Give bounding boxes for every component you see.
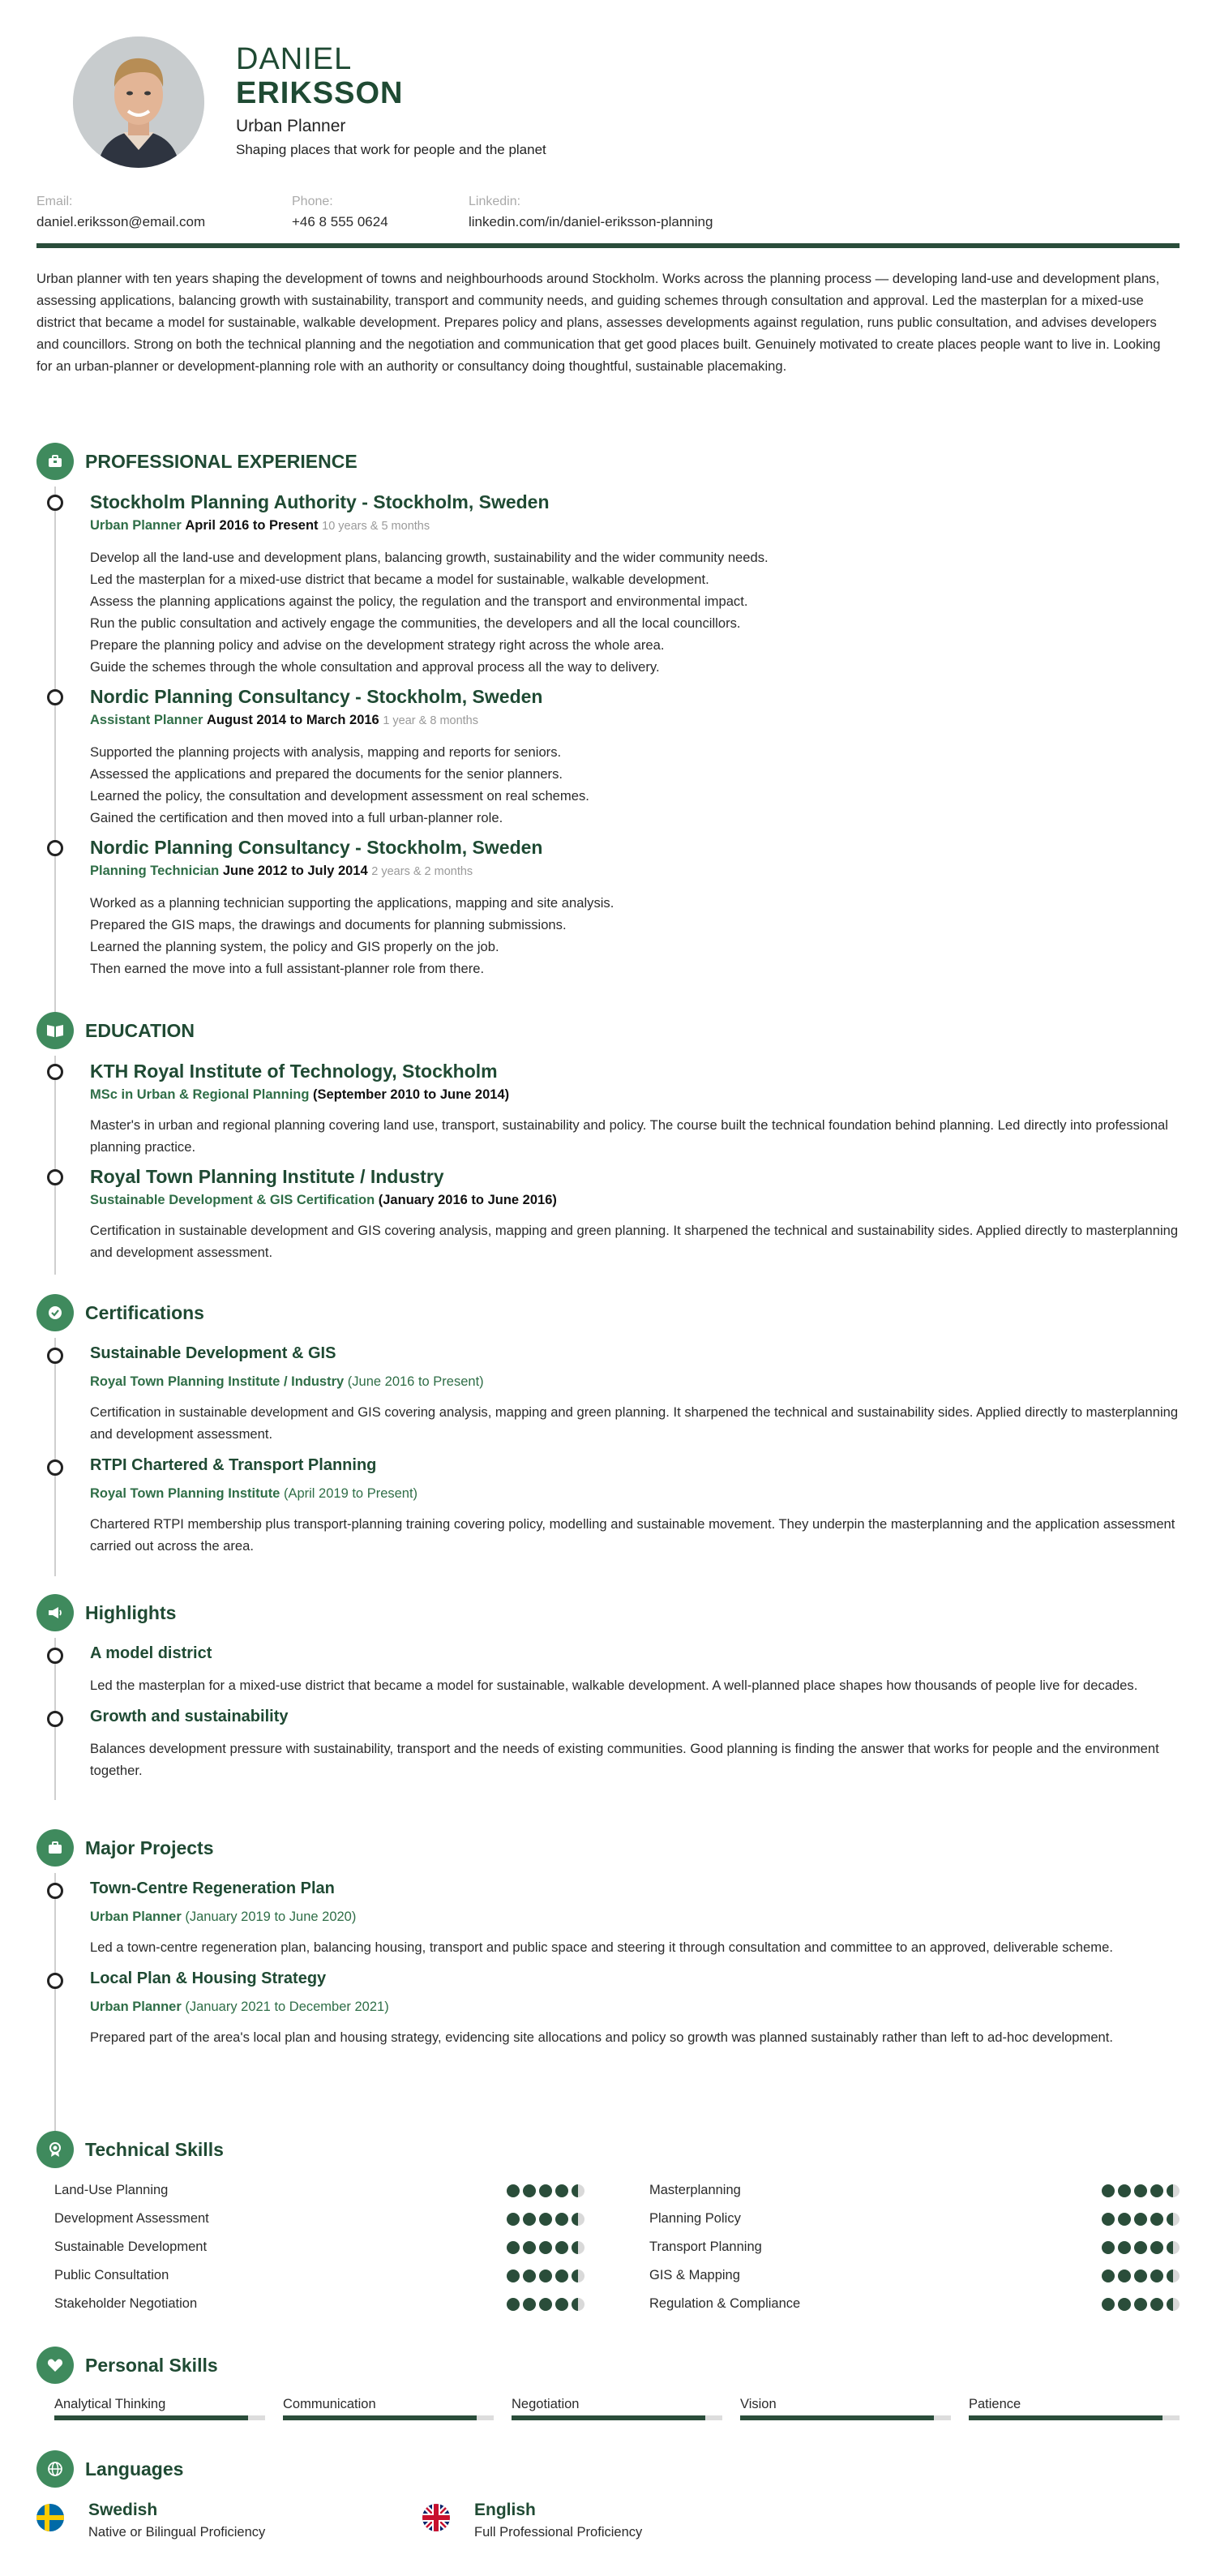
issuer: Royal Town Planning Institute (90, 1486, 280, 1501)
skill-row (649, 2261, 1180, 2290)
rating-dot (555, 2241, 568, 2254)
skill-name: Land-Use Planning (54, 2183, 169, 2197)
rating-dot (507, 2298, 520, 2311)
skill-rating (1102, 2270, 1180, 2282)
section-title: Personal Skills (85, 2354, 218, 2376)
timeline-dot (47, 1973, 63, 1989)
highlights-section (36, 1594, 1180, 1800)
bullet: Prepared the GIS maps, the drawings and documents for planning submissions. (90, 917, 567, 932)
section-title: Highlights (85, 1601, 177, 1623)
rating-dot (523, 2270, 536, 2282)
duration: 1 year & 8 months (383, 714, 478, 727)
highlight-item (56, 1696, 1180, 1781)
timeline-dot (47, 1883, 63, 1899)
dates: April 2016 to Present (185, 518, 319, 533)
bullet: Learned the planning system, the policy and GIS properly on the job. (90, 939, 499, 954)
issuer: Royal Town Planning Institute / Industry (90, 1374, 345, 1389)
avatar (73, 36, 204, 168)
description: Master's in urban and regional planning covering land use, transport, sustainability and policy. The course built the technical foundation behind planning. Led directly into professional planning practice. (90, 1117, 1168, 1155)
rating-dot (523, 2241, 536, 2254)
description: Prepared part of the area's local plan and housing strategy, evidencing site allocations and policy so growth was planned sustainably rather than left to ad-hoc development. (90, 2030, 1113, 2045)
bullet: Supported the planning projects with analysis, mapping and reports for seniors. (90, 744, 562, 760)
rating-dot (1118, 2213, 1131, 2226)
skill-bar-fill (969, 2415, 1162, 2420)
skill-rating (507, 2298, 584, 2311)
experience-item (56, 829, 1180, 979)
section-title: PROFESSIONAL EXPERIENCE (85, 450, 358, 472)
skill-row (54, 2290, 584, 2318)
highlight-name: A model district (90, 1644, 212, 1662)
certification-name: Sustainable Development & GIS (90, 1344, 336, 1362)
skill-row (649, 2176, 1180, 2205)
technical-skills-grid (54, 2176, 1180, 2318)
skill-bar (969, 2415, 1180, 2420)
skill-name: GIS & Mapping (649, 2268, 740, 2282)
personal-skill (969, 2397, 1180, 2420)
bullet: Learned the policy, the consultation and development assessment on real schemes. (90, 788, 589, 804)
experience-item (56, 486, 1180, 678)
timeline-dot (47, 840, 63, 856)
contact-list (36, 195, 713, 230)
skill-bar (54, 2415, 265, 2420)
rating-dot (539, 2270, 552, 2282)
description: Certification in sustainable development and GIS covering analysis, mapping and green planning. It sharpened the technical and sustainability sides. Applied directly to masterplanning and development assessment. (90, 1404, 1179, 1442)
rating-dot (1102, 2270, 1115, 2282)
first-name: DANIEL (236, 42, 353, 76)
skill-rating (507, 2184, 584, 2197)
section-title: Major Projects (85, 1837, 214, 1858)
skill-bar (283, 2415, 494, 2420)
bullet: Develop all the land-use and development plans, balancing growth, sustainability and the wider community needs. (90, 550, 769, 565)
skill-row (54, 2205, 584, 2233)
rating-dot (555, 2270, 568, 2282)
rating-dot (523, 2213, 536, 2226)
section-title: EDUCATION (85, 1019, 195, 1041)
personal-skill-name: Patience (969, 2397, 1021, 2411)
projects-section (36, 1829, 1180, 2141)
contact-email (36, 195, 292, 230)
bullet: Assessed the applications and prepared the documents for the senior planners. (90, 766, 563, 782)
personal-skill-name: Analytical Thinking (54, 2397, 166, 2411)
language-name: English (474, 2501, 536, 2519)
rating-dot (507, 2184, 520, 2197)
project-name: Local Plan & Housing Strategy (90, 1970, 327, 1987)
header-divider (36, 243, 1180, 248)
skill-rating (1102, 2298, 1180, 2311)
rating-dot (1102, 2213, 1115, 2226)
skill-rating (1102, 2184, 1180, 2197)
dates: (April 2019 to Present) (283, 1486, 418, 1501)
globe-icon (36, 2450, 74, 2488)
rating-dot (1118, 2270, 1131, 2282)
dates: August 2014 to March 2016 (206, 713, 379, 727)
rating-dot (1134, 2270, 1147, 2282)
skill-row (649, 2233, 1180, 2261)
rating-dot (1134, 2184, 1147, 2197)
dates: (September 2010 to June 2014) (313, 1087, 510, 1102)
rating-dot (1167, 2241, 1180, 2254)
email-link[interactable]: daniel.eriksson@email.com (36, 214, 206, 229)
rating-dot (523, 2184, 536, 2197)
tagline: Shaping places that work for people and the planet (236, 142, 546, 157)
rating-dot (539, 2213, 552, 2226)
languages-section (36, 2450, 1180, 2540)
education-item (56, 1056, 1180, 1158)
section-title: Languages (85, 2458, 184, 2480)
skill-rating (507, 2270, 584, 2282)
project-item (56, 1958, 1180, 2048)
resume-header (36, 0, 1180, 178)
bullet: Guide the schemes through the whole consultation and approval process all the way to delivery. (90, 659, 660, 675)
duration: 2 years & 2 months (371, 865, 473, 878)
personal-skill-name: Negotiation (512, 2397, 580, 2411)
contact-label: Email: (36, 195, 73, 208)
bullet: Worked as a planning technician supporting the applications, mapping and site analysis. (90, 895, 614, 911)
rating-dot (555, 2184, 568, 2197)
languages-list (36, 2501, 1180, 2540)
timeline-dot (47, 1064, 63, 1080)
timeline-dot (47, 1711, 63, 1727)
personal-skill-name: Communication (283, 2397, 376, 2411)
duration: 10 years & 5 months (322, 520, 430, 533)
rating-dot (523, 2298, 536, 2311)
section-title: Certifications (85, 1301, 204, 1323)
description: Balances development pressure with sustainability, transport and the needs of existing communities. Good planning is finding the answer that works for people and the environment together. (90, 1741, 1159, 1778)
rating-dot (1118, 2184, 1131, 2197)
rating-dot (1150, 2184, 1163, 2197)
award-icon (36, 2131, 74, 2168)
rating-dot (1150, 2270, 1163, 2282)
personal-skills-section (36, 2347, 1180, 2420)
skill-row (54, 2176, 584, 2205)
rating-dot (539, 2184, 552, 2197)
bullet: Run the public consultation and actively engage the communities, the developers and all the local councillors. (90, 615, 741, 631)
certification-item (56, 1338, 1180, 1445)
project-name: Town-Centre Regeneration Plan (90, 1879, 335, 1897)
badge-check-icon (36, 1294, 74, 1331)
uk-flag-icon (422, 2504, 450, 2531)
heart-icon (36, 2347, 74, 2384)
technical-skills-section (36, 2131, 1180, 2318)
experience-item (56, 678, 1180, 829)
rating-dot (1150, 2241, 1163, 2254)
certifications-timeline (54, 1338, 1180, 1576)
rating-dot (572, 2241, 584, 2254)
project-item (56, 1873, 1180, 1958)
timeline-dot (47, 689, 63, 705)
language-level: Full Professional Proficiency (474, 2525, 643, 2540)
skill-bar-fill (283, 2415, 477, 2420)
skill-row (649, 2205, 1180, 2233)
org-name: Nordic Planning Consultancy - Stockholm, Sweden (90, 837, 543, 858)
description: Certification in sustainable development and GIS covering analysis, mapping and green planning. It sharpened the technical and sustainability sides. Applied directly to masterplanning and development assessment. (90, 1223, 1179, 1260)
description: Chartered RTPI membership plus transport-planning training covering policy, modelling and sustainable movement. They underpin the masterplanning and the application assessment carried out across the area. (90, 1516, 1175, 1554)
skill-bar (740, 2415, 951, 2420)
rating-dot (507, 2270, 520, 2282)
skill-name: Sustainable Development (54, 2240, 208, 2254)
rating-dot (572, 2270, 584, 2282)
dates: (January 2016 to June 2016) (378, 1193, 557, 1207)
bullet: Prepare the planning policy and advise on the development strategy right across the whole area. (90, 637, 665, 653)
highlights-timeline (54, 1638, 1180, 1800)
description: Led a town-centre regeneration plan, balancing housing, transport and public space and steering it through consultation and committee to an approved, deliverable scheme. (90, 1940, 1113, 1955)
rating-dot (1167, 2270, 1180, 2282)
timeline-dot (47, 1648, 63, 1664)
sweden-flag-icon (36, 2504, 64, 2531)
last-name: ERIKSSON (236, 76, 404, 110)
skill-bar-fill (740, 2415, 934, 2420)
skill-name: Stakeholder Negotiation (54, 2296, 198, 2311)
skill-bar-fill (512, 2415, 705, 2420)
personal-skills-list (54, 2397, 1180, 2420)
bullet: Then earned the move into a full assistant-planner role from there. (90, 961, 485, 976)
education-section (36, 1012, 1180, 1275)
org-name: Stockholm Planning Authority - Stockholm, Sweden (90, 491, 550, 512)
skill-row (649, 2290, 1180, 2318)
education-item (56, 1158, 1180, 1263)
timeline-dot (47, 1459, 63, 1476)
skill-rating (1102, 2241, 1180, 2254)
rating-dot (1167, 2184, 1180, 2197)
degree: Sustainable Development & GIS Certification (90, 1193, 375, 1207)
rating-dot (1167, 2213, 1180, 2226)
timeline-dot (47, 495, 63, 511)
bullet: Assess the planning applications against the policy, the regulation and the transport and environmental impact. (90, 594, 748, 609)
skill-name: Planning Policy (649, 2211, 741, 2226)
rating-dot (539, 2298, 552, 2311)
language-item (36, 2501, 422, 2540)
contact-phone (292, 195, 469, 230)
skill-rating (507, 2241, 584, 2254)
certification-item (56, 1445, 1180, 1557)
skill-bar (512, 2415, 722, 2420)
timeline-dot (47, 1169, 63, 1185)
contact-label: Linkedin: (469, 195, 521, 208)
rating-dot (1102, 2184, 1115, 2197)
rating-dot (507, 2213, 520, 2226)
school-name: KTH Royal Institute of Technology, Stockholm (90, 1061, 498, 1082)
rating-dot (1118, 2241, 1131, 2254)
personal-skill-name: Vision (740, 2397, 777, 2411)
language-item (422, 2501, 808, 2540)
personal-skill (512, 2397, 722, 2420)
dates: (January 2021 to December 2021) (185, 2000, 389, 2014)
briefcase-icon (36, 443, 74, 480)
education-timeline (54, 1056, 1180, 1275)
job-title: Urban Planner (236, 117, 346, 135)
bullet: Gained the certification and then moved into a full urban-planner role. (90, 810, 503, 825)
phone-link[interactable]: +46 8 555 0624 (292, 214, 388, 229)
org-name: Nordic Planning Consultancy - Stockholm, Sweden (90, 686, 543, 707)
section-title: Technical Skills (85, 2138, 224, 2160)
contact-linkedin (469, 195, 713, 230)
rating-dot (1102, 2241, 1115, 2254)
skill-rating (1102, 2213, 1180, 2226)
book-icon (36, 1012, 74, 1049)
school-name: Royal Town Planning Institute / Industry (90, 1166, 444, 1187)
skill-bar-fill (54, 2415, 248, 2420)
role: Urban Planner (90, 518, 182, 533)
megaphone-icon (36, 1594, 74, 1631)
highlight-item (56, 1638, 1180, 1696)
role: Urban Planner (90, 1909, 182, 1924)
role: Assistant Planner (90, 713, 203, 727)
contact-label: Phone: (292, 195, 333, 208)
degree: MSc in Urban & Regional Planning (90, 1087, 310, 1102)
dates: (January 2019 to June 2020) (185, 1909, 357, 1924)
rating-dot (1134, 2298, 1147, 2311)
skill-name: Transport Planning (649, 2240, 762, 2254)
experience-section (36, 443, 1180, 1028)
rating-dot (555, 2213, 568, 2226)
rating-dot (539, 2241, 552, 2254)
rating-dot (1134, 2241, 1147, 2254)
timeline-dot (47, 1348, 63, 1364)
skill-name: Masterplanning (649, 2183, 741, 2197)
rating-dot (572, 2184, 584, 2197)
experience-timeline (54, 486, 1180, 1028)
bullet: Led the masterplan for a mixed-use district that became a model for sustainable, walkable development. (90, 572, 709, 587)
rating-dot (1167, 2298, 1180, 2311)
personal-skill (740, 2397, 951, 2420)
rating-dot (1150, 2298, 1163, 2311)
highlight-name: Growth and sustainability (90, 1708, 289, 1725)
rating-dot (572, 2213, 584, 2226)
skill-name: Public Consultation (54, 2268, 169, 2282)
rating-dot (1150, 2213, 1163, 2226)
role: Planning Technician (90, 864, 220, 878)
skill-row (54, 2233, 584, 2261)
skill-rating (507, 2213, 584, 2226)
personal-skill (54, 2397, 265, 2420)
rating-dot (1102, 2298, 1115, 2311)
rating-dot (1118, 2298, 1131, 2311)
rating-dot (572, 2298, 584, 2311)
rating-dot (507, 2241, 520, 2254)
summary: Urban planner with ten years shaping the development of towns and neighbourhoods around Stockholm. Works across the planning process — developing land-use and development plans, assessing applications, balancing growth with sustainability, transport and community needs, and guiding schemes through consultation and approval. Led the masterplan for a mixed-use district that became a model for sustainable, walkable development. Prepares policy and plans, assesses developments against regulation, runs public consultation, and advises developers and councillors. Strong on both the technical planning and the negotiation and communication that get good places built. Genuinely motivated to create places people want to live in. Looking for an urban-planner or development-planning role with an authority or consultancy doing thoughtful, sustainable placemaking. (36, 271, 1161, 374)
linkedin-link[interactable]: linkedin.com/in/daniel-eriksson-planning (469, 214, 713, 229)
dates: June 2012 to July 2014 (222, 864, 368, 878)
rating-dot (555, 2298, 568, 2311)
dates: (June 2016 to Present) (347, 1374, 484, 1389)
rating-dot (1134, 2213, 1147, 2226)
certifications-section (36, 1294, 1180, 1576)
personal-skill (283, 2397, 494, 2420)
language-name: Swedish (88, 2501, 158, 2519)
folder-icon (36, 1829, 74, 1867)
certification-name: RTPI Chartered & Transport Planning (90, 1456, 377, 1474)
description: Led the masterplan for a mixed-use district that became a model for sustainable, walkable development. A well-planned place shapes how thousands of people live for decades. (90, 1678, 1138, 1693)
projects-timeline (54, 1873, 1180, 2141)
skill-name: Regulation & Compliance (649, 2296, 801, 2311)
language-level: Native or Bilingual Proficiency (88, 2525, 266, 2540)
skill-row (54, 2261, 584, 2290)
skill-name: Development Assessment (54, 2211, 209, 2226)
role: Urban Planner (90, 2000, 182, 2014)
